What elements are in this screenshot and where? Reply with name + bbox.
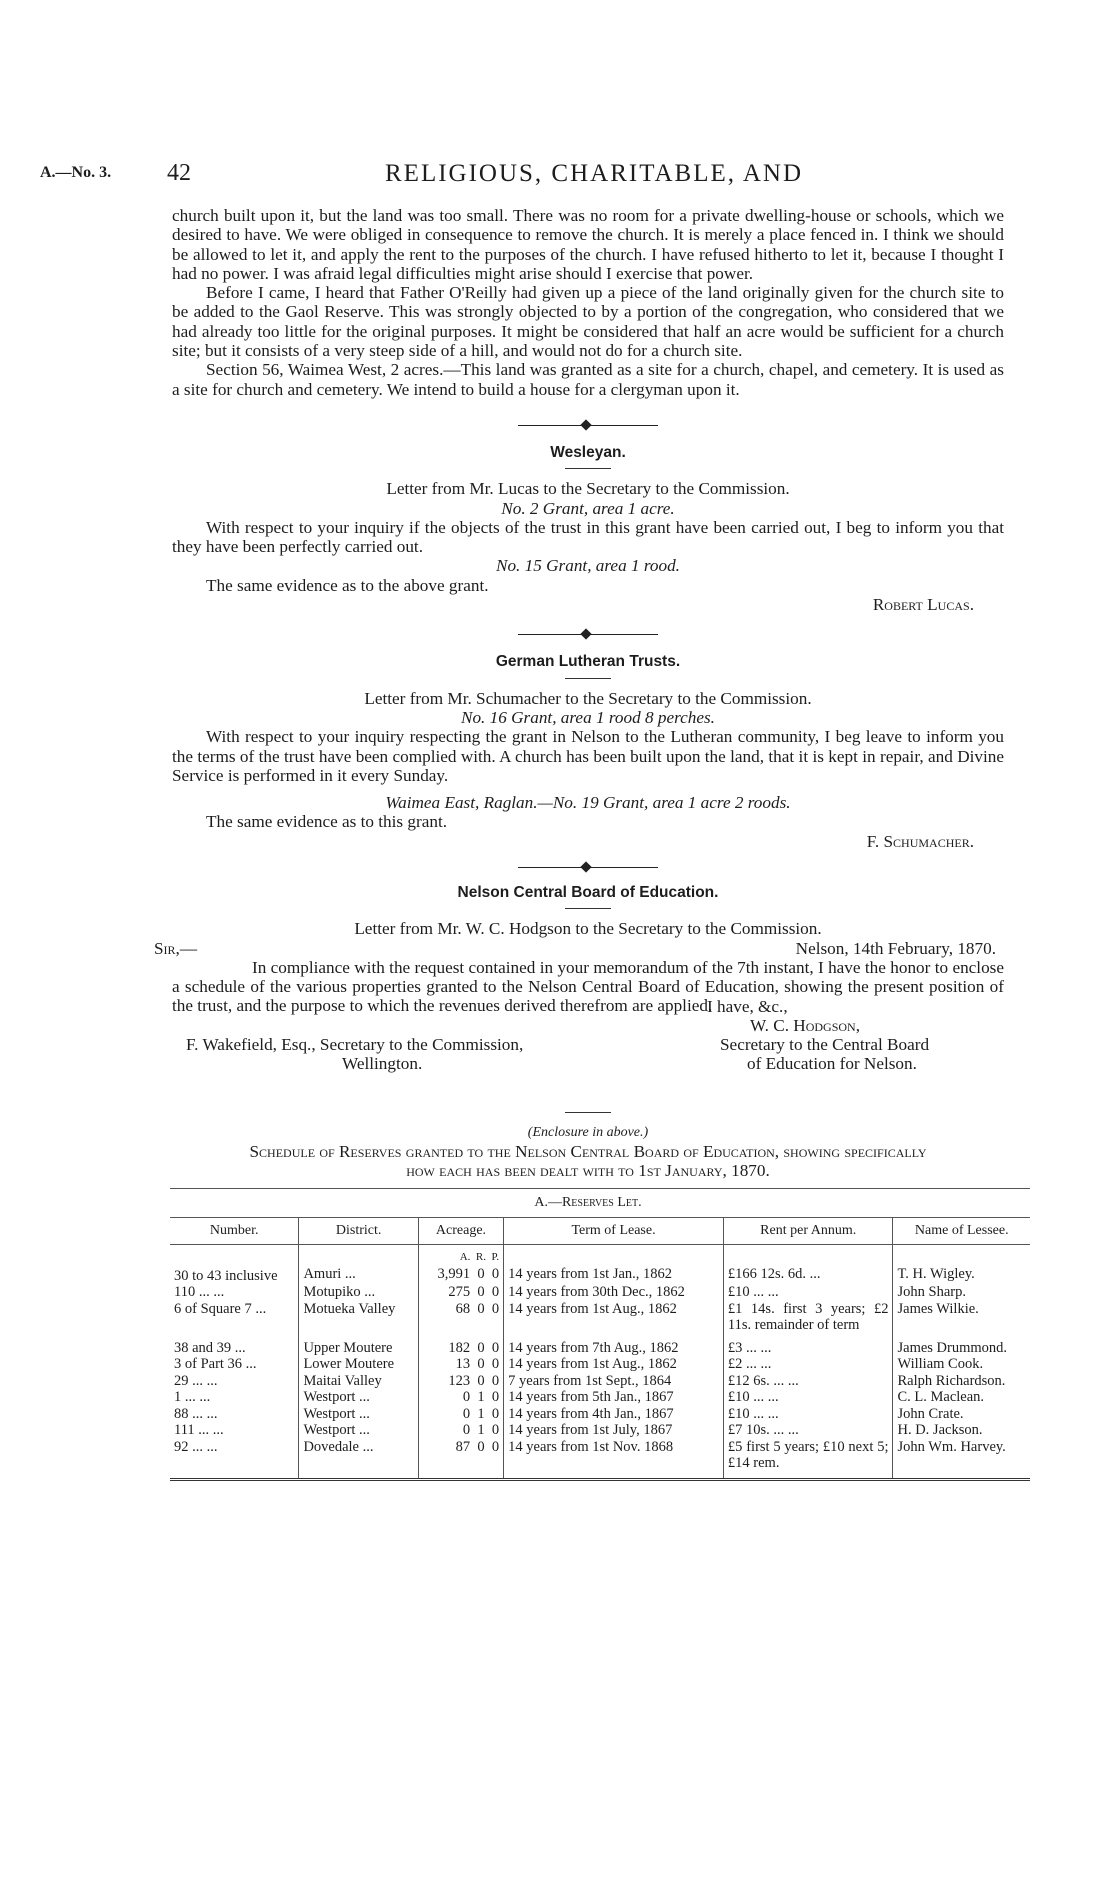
cell-district: Dovedale ... xyxy=(299,1439,418,1472)
cell-district: Westport ... xyxy=(299,1422,418,1439)
closing: I have, &c., xyxy=(707,996,788,1016)
letter-closing xyxy=(172,996,1004,1112)
table-row xyxy=(170,1284,1030,1301)
cell-number: 88 ... ... xyxy=(170,1406,299,1423)
cell-number: 29 ... ... xyxy=(170,1373,299,1390)
intro-paragraph: Section 56, Waimea West, 2 acres.—This land was granted as a site for a church, chapel, and cemetery. It is used as a site for church and cemetery. We intend to build a house for a clergyman upon it. xyxy=(172,360,1004,399)
letter-text: The same evidence as to this grant. xyxy=(206,812,448,832)
place-date: Nelson, 14th February, 1870. xyxy=(795,938,996,958)
units-row xyxy=(170,1245,1030,1266)
table-bottom-rule xyxy=(170,1479,1030,1485)
diamond-ornament-icon xyxy=(580,861,591,872)
acres: 0 xyxy=(462,1405,471,1422)
cell-acreage xyxy=(418,1284,503,1301)
cell-lessee: T. H. Wigley. xyxy=(897,1265,975,1282)
page-number: 42 xyxy=(167,160,191,186)
column-header: Name of Lessee. xyxy=(893,1217,1030,1245)
addressee: F. Wakefield, Esq., Secretary to the Commission, xyxy=(186,1034,524,1054)
enclosure-note: (Enclosure in above.) xyxy=(527,1124,649,1140)
roods: 1 xyxy=(477,1405,485,1422)
cell-number: 92 ... ... xyxy=(170,1439,299,1472)
perches: 0 xyxy=(491,1389,500,1406)
cell-rent: £10 ... ... xyxy=(723,1284,893,1301)
table-row xyxy=(170,1439,1030,1472)
cell-rent: £2 ... ... xyxy=(723,1356,893,1373)
cell-term: 14 years from 1st Aug., 1862 xyxy=(504,1301,724,1334)
cell-district: Lower Moutere xyxy=(299,1356,418,1373)
cell-lessee: C. L. Maclean. xyxy=(897,1389,985,1406)
cell-number: 111 ... ... xyxy=(170,1422,299,1439)
letter-text: With respect to your inquiry respecting the grant in Nelson to the Lutheran community, I beg leave to inform you the terms of the trust have been complied with. A church has been built upon the land, that it is kept in repair, and Divine Service is performed in it every Sunday. xyxy=(172,727,1004,785)
cell-rent: £12 6s. ... ... xyxy=(723,1373,893,1390)
schedule-title: Schedule of Reserves granted to the Nelson Central Board of Education, showing specifically xyxy=(249,1141,927,1161)
roods: 0 xyxy=(477,1284,485,1301)
table-row xyxy=(170,1266,1030,1285)
cell-number: 110 ... ... xyxy=(170,1284,299,1301)
acres: 275 xyxy=(448,1284,471,1301)
cell-acreage xyxy=(418,1340,503,1357)
cell-rent: £166 12s. 6d. ... xyxy=(723,1266,893,1285)
table-row xyxy=(170,1389,1030,1406)
perches: 0 xyxy=(491,1405,500,1422)
cell-term: 14 years from 1st Aug., 1862 xyxy=(504,1356,724,1373)
acreage-units xyxy=(418,1245,503,1266)
table-header-row xyxy=(170,1217,1030,1245)
cell-acreage xyxy=(418,1373,503,1390)
cell-district: Westport ... xyxy=(299,1406,418,1423)
cell-district: Motueka Valley xyxy=(299,1301,418,1334)
section-divider xyxy=(518,861,658,873)
cell-district: Westport ... xyxy=(299,1389,418,1406)
grant-line: No. 15 Grant, area 1 rood. xyxy=(496,556,680,576)
cell-acreage xyxy=(418,1389,503,1406)
perches: 0 xyxy=(491,1356,500,1373)
cell-lessee: H. D. Jackson. xyxy=(897,1422,983,1439)
column-header: Acreage. xyxy=(418,1217,503,1245)
cell-number: 6 of Square 7 ... xyxy=(170,1301,299,1334)
perches: 0 xyxy=(491,1300,500,1317)
perches: 0 xyxy=(491,1284,500,1301)
cell-acreage xyxy=(418,1356,503,1373)
cell-lessee: William Cook. xyxy=(897,1356,984,1373)
cell-term: 14 years from 4th Jan., 1867 xyxy=(504,1406,724,1423)
intro-paragraph: church built upon it, but the land was too small. There was no room for a private dwelling-house or schools, which we desired to have. We were obliged in consequence to remove the church. It is merely a place fenced in. I think we should be allowed to let it, and apply the rent to the purposes of the church. I have refused hitherto to let it, because I thought I had no power. I was afraid legal difficulties might arise should I exercise that power. xyxy=(172,206,1004,283)
signature: Robert Lucas. xyxy=(872,595,974,615)
running-title: RELIGIOUS, CHARITABLE, AND xyxy=(385,160,804,187)
acres: 0 xyxy=(462,1389,471,1406)
cell-number: 1 ... ... xyxy=(170,1389,299,1406)
column-header: Number. xyxy=(170,1217,299,1245)
section-heading-education: Nelson Central Board of Education. xyxy=(457,884,719,902)
salutation: Sir,— xyxy=(154,938,198,958)
perches: 0 xyxy=(491,1422,500,1439)
unit-perches: P. xyxy=(491,1251,500,1264)
page-header xyxy=(0,160,1114,190)
column-header: Rent per Annum. xyxy=(723,1217,893,1245)
letter-text: In compliance with the request contained in your memorandum of the 7th instant, I have the honor to enclose a schedule of the various properties granted to the Nelson Central Board of Education, showing the present position of the trust, and the purpose to which the revenues derived therefrom are applied. xyxy=(172,957,1004,1016)
section-heading-wesleyan: Wesleyan. xyxy=(550,443,626,461)
roods: 1 xyxy=(477,1389,485,1406)
table-row xyxy=(170,1356,1030,1373)
section-heading-lutheran: German Lutheran Trusts. xyxy=(495,653,681,671)
roods: 0 xyxy=(477,1339,485,1356)
letter-line: Letter from Mr. W. C. Hodgson to the Secretary to the Commission. xyxy=(354,919,822,939)
diamond-ornament-icon xyxy=(580,629,591,640)
section-divider xyxy=(518,419,658,431)
acres: 0 xyxy=(462,1422,471,1439)
table-row xyxy=(170,1422,1030,1439)
grant-line: No. 16 Grant, area 1 rood 8 perches. xyxy=(461,707,715,727)
cell-lessee: James Drummond. xyxy=(897,1339,1008,1356)
perches: 0 xyxy=(491,1339,500,1356)
perches: 0 xyxy=(491,1265,500,1282)
document-reference: A.—No. 3. xyxy=(40,164,112,181)
cell-rent: £3 ... ... xyxy=(723,1340,893,1357)
diamond-ornament-icon xyxy=(580,419,591,430)
cell-acreage xyxy=(418,1439,503,1472)
cell-acreage xyxy=(418,1266,503,1285)
perches: 0 xyxy=(491,1438,500,1455)
signer: W. C. Hodgson, xyxy=(750,1015,861,1035)
unit-roods: R. xyxy=(475,1251,486,1264)
cell-number: 30 to 43 inclusive xyxy=(170,1266,299,1285)
acres: 123 xyxy=(448,1372,471,1389)
cell-number: 3 of Part 36 ... xyxy=(170,1356,299,1373)
cell-lessee: James Wilkie. xyxy=(897,1300,979,1317)
roods: 0 xyxy=(477,1300,485,1317)
table-row xyxy=(170,1373,1030,1390)
unit-acres: A. xyxy=(459,1251,471,1264)
letter-text: The same evidence as to the above grant. xyxy=(206,575,489,595)
column-header: Term of Lease. xyxy=(504,1217,724,1245)
cell-rent: £1 14s. first 3 years; £2 11s. remainder of term xyxy=(723,1301,893,1334)
cell-rent: £7 10s. ... ... xyxy=(723,1422,893,1439)
signer-title: Secretary to the Central Board xyxy=(720,1034,930,1054)
table-row xyxy=(170,1301,1030,1334)
roods: 0 xyxy=(477,1265,485,1282)
schedule-title: how each has been dealt with to 1st January, 1870. xyxy=(406,1161,770,1181)
cell-lessee: John Wm. Harvey. xyxy=(897,1438,1006,1455)
letter-text: With respect to your inquiry if the objects of the trust in this grant have been carried out, I beg to inform you that they have been perfectly carried out. xyxy=(172,517,1004,557)
intro-paragraph: Before I came, I heard that Father O'Reilly had given up a piece of the land originally given for the church site to be added to the Gaol Reserve. This was strongly objected to by a portion of the congregation, who considered that we had already too little for the original purposes. It might be considered that half an acre would be sufficient for a church site; but it consists of a very steep side of a hill, and would not do for a church site. xyxy=(172,283,1004,361)
acres: 87 xyxy=(455,1438,471,1455)
roods: 0 xyxy=(477,1438,485,1455)
acres: 68 xyxy=(455,1300,471,1317)
addressee: Wellington. xyxy=(342,1053,423,1073)
column-header: District. xyxy=(299,1217,418,1245)
cell-term: 14 years from 1st Nov. 1868 xyxy=(504,1439,724,1472)
cell-district: Motupiko ... xyxy=(299,1284,418,1301)
cell-term: 7 years from 1st Sept., 1864 xyxy=(504,1373,724,1390)
cell-acreage xyxy=(418,1406,503,1423)
cell-number: 38 and 39 ... xyxy=(170,1340,299,1357)
letter-line: Letter from Mr. Lucas to the Secretary to the Commission. xyxy=(386,479,790,499)
cell-term: 14 years from 1st July, 1867 xyxy=(504,1422,724,1439)
cell-term: 14 years from 5th Jan., 1867 xyxy=(504,1389,724,1406)
spacer-row xyxy=(170,1472,1030,1480)
table-section-label: A.—Reserves Let. xyxy=(534,1195,642,1211)
table-row xyxy=(170,1340,1030,1357)
cell-term: 14 years from 7th Aug., 1862 xyxy=(504,1340,724,1357)
table-row xyxy=(170,1406,1030,1423)
roods: 0 xyxy=(477,1372,485,1389)
signer-title: of Education for Nelson. xyxy=(747,1053,917,1073)
cell-acreage xyxy=(418,1422,503,1439)
grant-line: Waimea East, Raglan.—No. 19 Grant, area 1 acre 2 roods. xyxy=(385,793,791,813)
acres: 13 xyxy=(455,1356,471,1373)
cell-district: Amuri ... xyxy=(299,1266,418,1285)
roods: 1 xyxy=(477,1422,485,1439)
cell-acreage xyxy=(418,1301,503,1334)
letter-line: Letter from Mr. Schumacher to the Secretary to the Commission. xyxy=(364,688,812,708)
cell-term: 14 years from 1st Jan., 1862 xyxy=(504,1266,724,1285)
section-divider xyxy=(518,628,658,640)
cell-rent: £10 ... ... xyxy=(723,1389,893,1406)
roods: 0 xyxy=(477,1356,485,1373)
cell-lessee: John Crate. xyxy=(897,1405,964,1422)
cell-district: Maitai Valley xyxy=(299,1373,418,1390)
grant-line: No. 2 Grant, area 1 acre. xyxy=(501,498,675,518)
salutation-row xyxy=(154,938,1004,958)
page-body xyxy=(154,206,1009,1485)
acres: 182 xyxy=(448,1339,471,1356)
reserves-table xyxy=(170,1217,1030,1485)
cell-district: Upper Moutere xyxy=(299,1340,418,1357)
cell-lessee: John Sharp. xyxy=(897,1284,966,1301)
cell-term: 14 years from 30th Dec., 1862 xyxy=(504,1284,724,1301)
signature: F. Schumacher. xyxy=(866,831,974,851)
cell-lessee: Ralph Richardson. xyxy=(897,1372,1006,1389)
perches: 0 xyxy=(491,1372,500,1389)
acres: 3,991 xyxy=(437,1265,471,1282)
cell-rent: £10 ... ... xyxy=(723,1406,893,1423)
cell-rent: £5 first 5 years; £10 next 5; £14 rem. xyxy=(723,1439,893,1472)
